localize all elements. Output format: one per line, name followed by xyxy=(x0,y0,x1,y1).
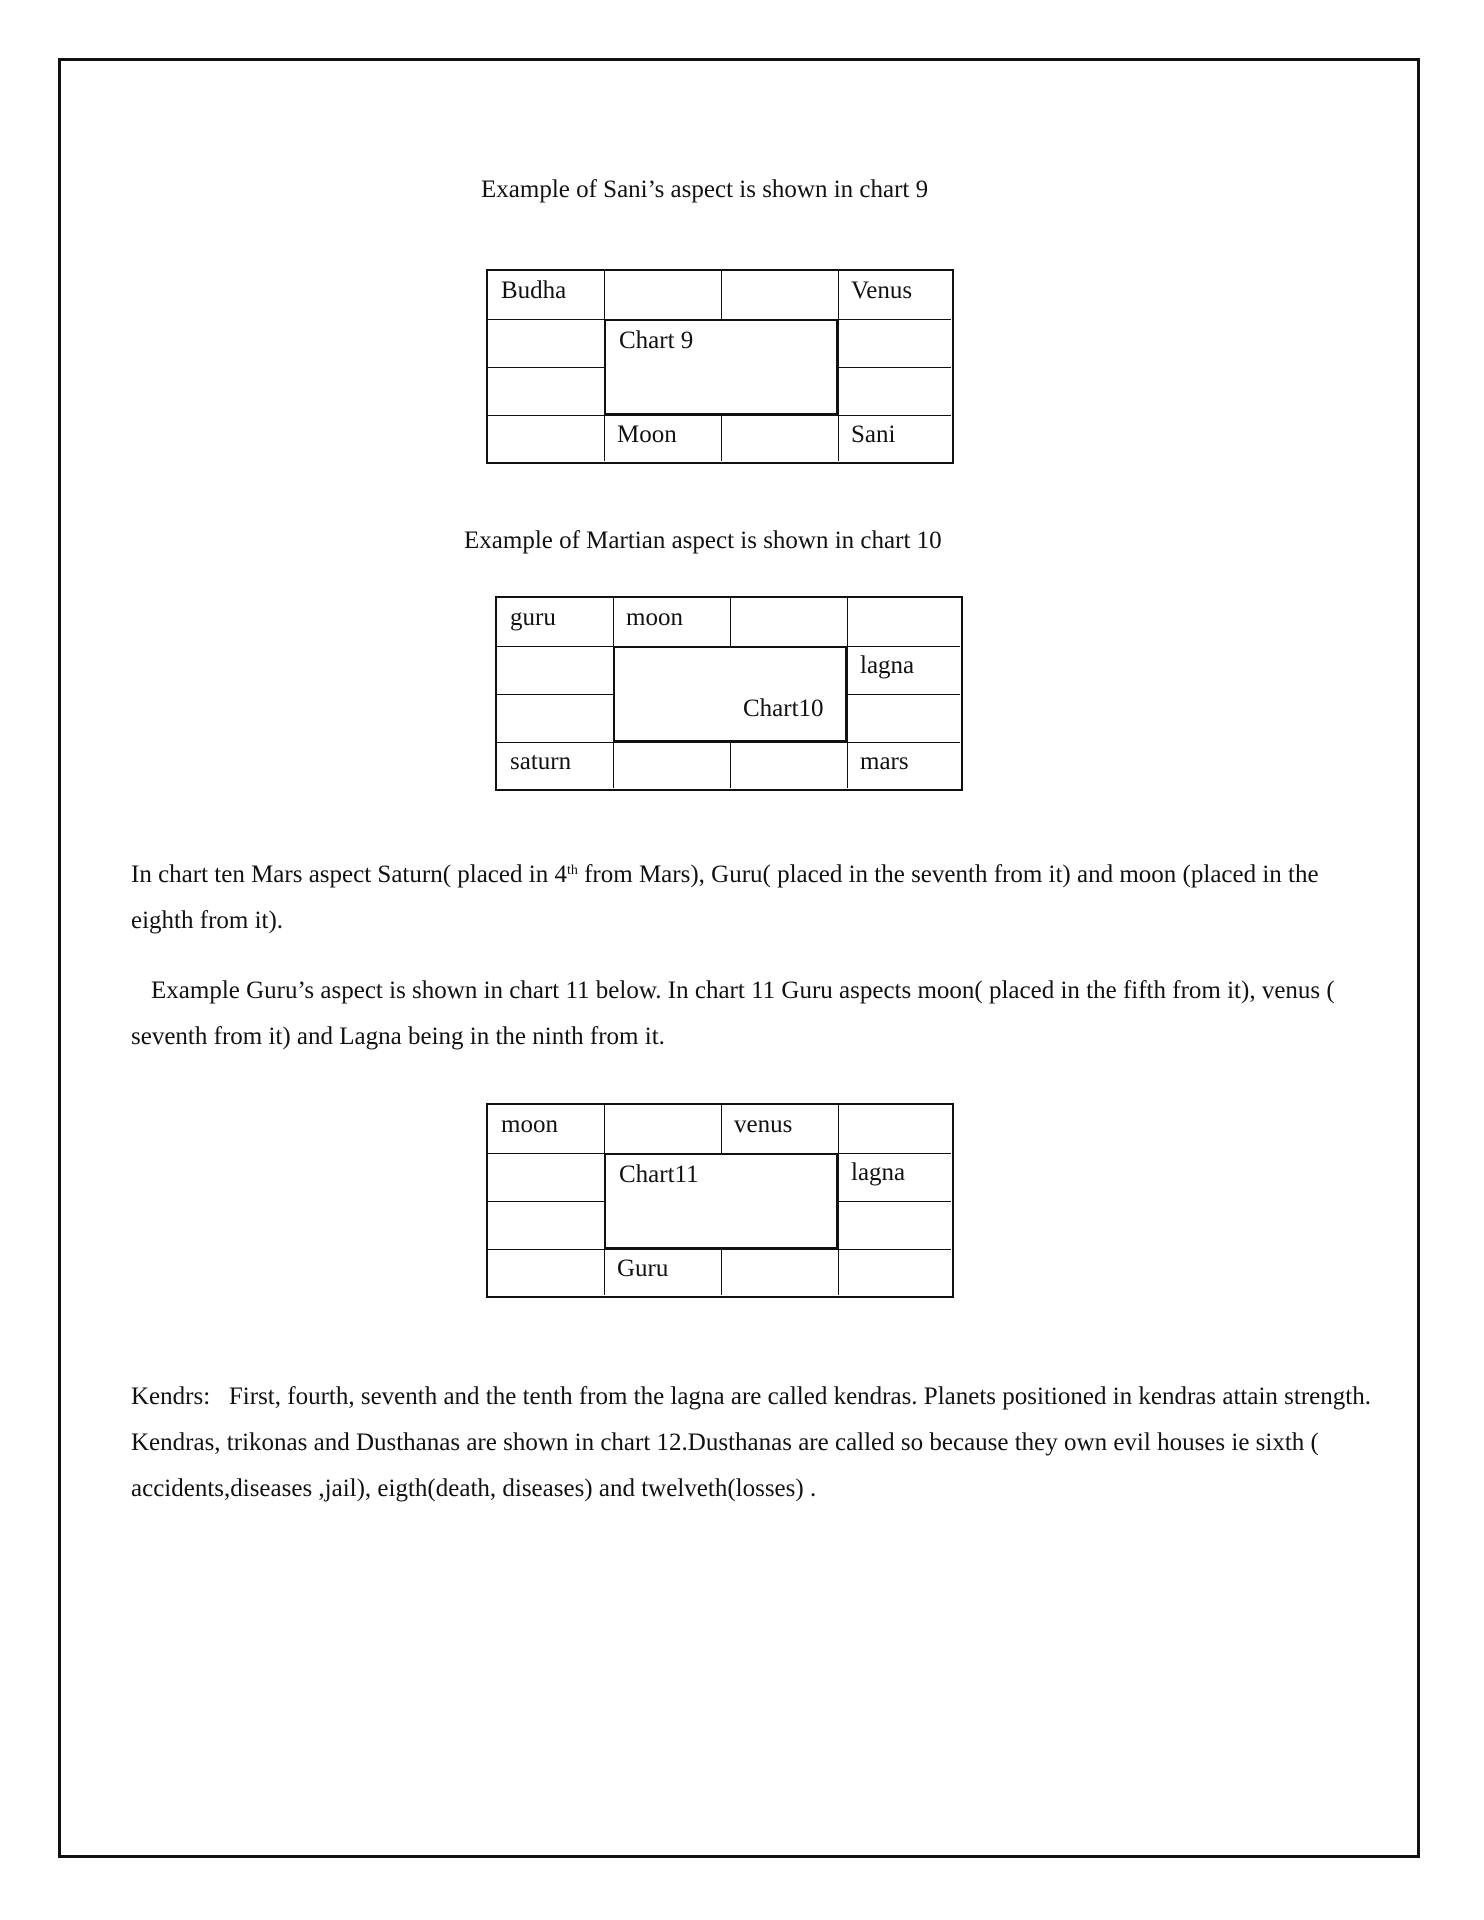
chart9-house-r3c3: Sani xyxy=(851,421,896,448)
chart10-house-r3c3: mars xyxy=(860,748,909,775)
chart10-house-r1c3: lagna xyxy=(860,652,915,679)
chart9-house-r3c1: Moon xyxy=(617,421,677,448)
guru-aspect-paragraph xyxy=(131,968,1371,1060)
chart-11 xyxy=(486,1103,954,1298)
chart11-center-label: Chart11 xyxy=(619,1161,699,1188)
chart11-house-r1c3: lagna xyxy=(851,1159,906,1186)
chart10-house-r0c1: moon xyxy=(626,604,683,631)
chart10-house-r3c0: saturn xyxy=(510,748,572,775)
mars-aspect-paragraph xyxy=(131,852,1371,944)
chart9-center xyxy=(604,319,838,415)
kendras-text: Kendrs: First, fourth, seventh and the tenth from the lagna are called kendras. Planets positioned in kendras attain strength. Kendras, trikonas and Dusthanas are shown in chart 12.Dusthanas are called so because they own evil houses ie sixth ( accidents,diseases ,jail), eigth(death, diseases) and twelveth(losses) . xyxy=(131,1383,1378,1502)
chart9-caption: Example of Sani’s aspect is shown in chart 9 xyxy=(481,176,929,203)
chart-10 xyxy=(495,596,963,791)
chart10-center xyxy=(613,646,847,742)
chart11-house-r0c2: venus xyxy=(734,1111,793,1138)
chart10-house-r0c0: guru xyxy=(510,604,556,631)
chart-9 xyxy=(486,269,954,464)
chart11-center xyxy=(604,1153,838,1249)
mars-text-1: In chart ten Mars aspect Saturn( placed in 4 xyxy=(131,861,567,888)
chart9-house-r0c3: Venus xyxy=(851,277,913,304)
kendras-paragraph xyxy=(131,1374,1378,1512)
chart11-house-r3c1: Guru xyxy=(617,1255,669,1282)
mars-text-2: from Mars), Guru( placed in the seventh from it) and moon (placed in the eighth from it). xyxy=(131,861,1319,934)
mars-superscript: th xyxy=(566,863,578,878)
chart10-caption: Example of Martian aspect is shown in chart 10 xyxy=(464,527,942,554)
chart9-center-label: Chart 9 xyxy=(619,327,694,354)
chart10-center-label: Chart10 xyxy=(743,695,824,722)
chart11-house-r0c0: moon xyxy=(501,1111,558,1138)
chart9-house-r0c0: Budha xyxy=(501,277,567,304)
guru-text: Example Guru’s aspect is shown in chart 11 below. In chart 11 Guru aspects moon( placed in the fifth from it), venus ( seventh from it) and Lagna being in the ninth from it. xyxy=(131,977,1335,1050)
